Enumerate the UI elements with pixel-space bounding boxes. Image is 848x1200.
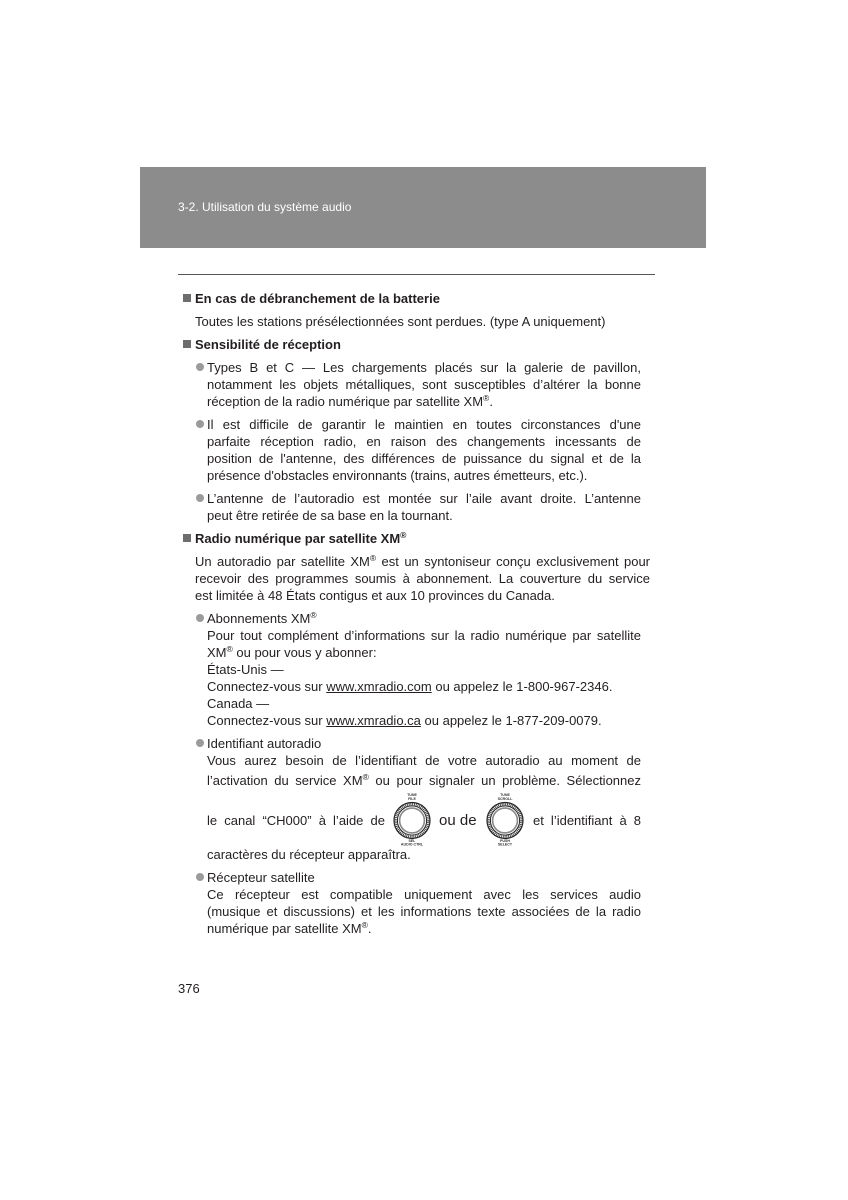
bullet-line: présence d'obstacles environnants (trains, autres émetteurs, etc.). bbox=[207, 467, 588, 483]
section-heading-text: En cas de débranchement de la batterie bbox=[195, 290, 440, 306]
knob-top-label: SCROLL bbox=[497, 796, 513, 801]
registered-mark: ® bbox=[400, 529, 407, 540]
bullet-item-radio-id bbox=[178, 735, 655, 863]
bullet-line: Types B et C — Les chargements placés sur la galerie de pavillon, bbox=[207, 359, 641, 375]
square-bullet-icon bbox=[183, 340, 191, 348]
bullet-line: l’activation du service XM® ou pour signaler un problème. Sélectionnez bbox=[207, 771, 641, 788]
canada-contact-prefix: Connectez-vous sur bbox=[207, 712, 323, 728]
bullet-line: XM® ou pour vous y abonner: bbox=[207, 643, 377, 660]
bullet-line: réception de la radio numérique par satellite XM®. bbox=[207, 392, 493, 409]
bullet-line: Pour tout complément d’informations sur la radio numérique par satellite bbox=[207, 627, 641, 643]
xmradio-com-link[interactable]: www.xmradio.com bbox=[326, 678, 432, 694]
xmradio-ca-link[interactable]: www.xmradio.ca bbox=[326, 712, 421, 728]
chapter-header-band bbox=[140, 167, 706, 248]
bullet-line: position de l'antenne, des différences de puissance du signal et de la bbox=[207, 450, 641, 466]
bullet-line: L’antenne de l’autoradio est montée sur l’aile avant droite. L’antenne bbox=[207, 490, 641, 506]
knob-instruction-line bbox=[207, 789, 641, 846]
registered-mark: ® bbox=[362, 771, 369, 782]
bullet-title: Récepteur satellite bbox=[207, 869, 315, 885]
bullet-line: (musique et discussions) et les informations texte associées de la radio bbox=[207, 903, 641, 919]
bullet-line: parfaite réception radio, en raison des changements incessants de bbox=[207, 433, 641, 449]
header-divider bbox=[178, 274, 655, 275]
section-heading-text: Sensibilité de réception bbox=[195, 336, 341, 352]
canada-contact-line bbox=[207, 712, 641, 729]
usa-contact-prefix: Connectez-vous sur bbox=[207, 678, 323, 694]
knob-bottom-label: SELECT bbox=[497, 842, 513, 846]
knob-line-before: le canal “CH000” à l’aide de bbox=[207, 812, 385, 828]
square-bullet-icon bbox=[183, 534, 191, 542]
knob-line-after: et l’identifiant à 8 bbox=[533, 812, 641, 828]
bullet-line: Ce récepteur est compatible uniquement avec les services audio bbox=[207, 886, 641, 902]
registered-mark: ® bbox=[310, 609, 317, 620]
round-bullet-icon bbox=[196, 420, 204, 428]
canada-label: Canada — bbox=[207, 695, 270, 711]
section-heading-xm-radio bbox=[178, 530, 655, 547]
bullet-line: caractères du récepteur apparaîtra. bbox=[207, 846, 411, 862]
bullet-item-antenna bbox=[178, 490, 655, 524]
bullet-item-satellite-receiver bbox=[178, 869, 655, 937]
usa-contact-line bbox=[207, 678, 641, 695]
tune-scroll-knob-icon bbox=[483, 789, 527, 846]
chapter-section-title: 3-2. Utilisation du système audio bbox=[178, 200, 352, 214]
square-bullet-icon bbox=[183, 294, 191, 302]
tune-file-knob-icon bbox=[390, 789, 434, 846]
section-heading-battery bbox=[178, 290, 655, 307]
page-number: 376 bbox=[178, 980, 200, 996]
paragraph-line: Un autoradio par satellite XM® est un syntoniseur conçu exclusivement pour bbox=[195, 552, 650, 569]
section-paragraph-xm-radio bbox=[178, 553, 655, 604]
round-bullet-icon bbox=[196, 739, 204, 747]
paragraph-line: recevoir des programmes soumis à abonnement. La couverture du service bbox=[195, 570, 650, 586]
bullet-line: notamment les objets métalliques, sont susceptibles d’altérer la bonne bbox=[207, 376, 641, 392]
round-bullet-icon bbox=[196, 494, 204, 502]
knob-bottom-label: AUDIO CTRL bbox=[400, 842, 424, 846]
bullet-line: Vous aurez besoin de l’identifiant de votre autoradio au moment de bbox=[207, 752, 641, 768]
usa-contact-suffix: ou appelez le 1-800-967-2346. bbox=[435, 678, 613, 694]
knob-top-label: TUNE bbox=[407, 792, 417, 797]
knob-line-between: ou de bbox=[439, 811, 477, 829]
bullet-item-roof-cargo bbox=[178, 359, 655, 410]
bullet-line: Il est difficile de garantir le maintien en toutes circonstances d'une bbox=[207, 416, 641, 432]
knob-bottom-label: SEL bbox=[408, 838, 416, 843]
knob-bottom-label: PUSH bbox=[500, 838, 510, 843]
section-heading-reception bbox=[178, 336, 655, 353]
round-bullet-icon bbox=[196, 363, 204, 371]
round-bullet-icon bbox=[196, 614, 204, 622]
paragraph-line: Toutes les stations présélectionnées sont perdues. (type A uniquement) bbox=[195, 313, 606, 329]
registered-mark: ® bbox=[483, 392, 490, 403]
paragraph-line: est limitée à 48 États contigus et aux 10 provinces du Canada. bbox=[195, 587, 555, 603]
registered-mark: ® bbox=[226, 643, 233, 654]
bullet-item-reception-conditions bbox=[178, 416, 655, 484]
bullet-title: Identifiant autoradio bbox=[207, 735, 322, 751]
section-heading-text: Radio numérique par satellite XM® bbox=[195, 529, 407, 546]
round-bullet-icon bbox=[196, 873, 204, 881]
knob-top-label: TUNE bbox=[500, 792, 510, 797]
usa-label: États-Unis — bbox=[207, 661, 284, 677]
registered-mark: ® bbox=[361, 919, 368, 930]
section-paragraph-battery bbox=[178, 313, 655, 330]
knob-top-label: FILE bbox=[408, 796, 416, 801]
bullet-title: Abonnements XM® bbox=[207, 609, 317, 626]
page-content bbox=[178, 290, 655, 937]
registered-mark: ® bbox=[369, 552, 377, 563]
bullet-line: peut être retirée de sa base en la tournant. bbox=[207, 507, 453, 523]
bullet-line: numérique par satellite XM®. bbox=[207, 919, 372, 936]
bullet-item-subscriptions bbox=[178, 610, 655, 729]
canada-contact-suffix: ou appelez le 1-877-209-0079. bbox=[424, 712, 602, 728]
